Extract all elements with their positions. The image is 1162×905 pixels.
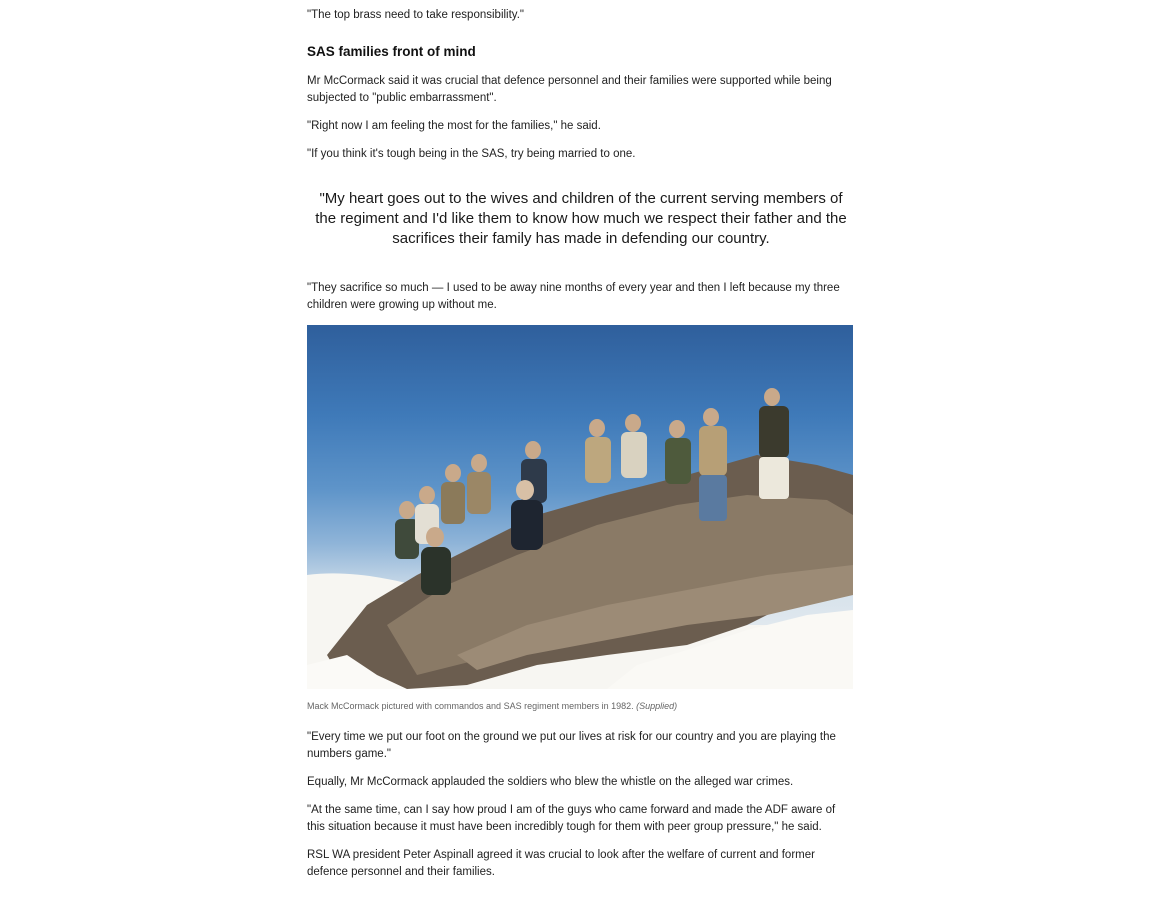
body-paragraph: "If you think it's tough being in the SAS, try being married to one. (307, 148, 636, 160)
pull-quote: "My heart goes out to the wives and children of the current serving members of the regiment and I'd like them to know how much we respect their father and the sacrifices their family has made in defending our country. (315, 190, 847, 247)
body-paragraph: RSL WA president Peter Aspinall agreed it was crucial to look after the welfare of current and former defence personnel and their families. (307, 849, 815, 878)
article-photo (307, 325, 853, 689)
body-paragraph: "At the same time, can I say how proud I am of the guys who came forward and made the ADF aware of this situation because it must have been incredibly tough for them with peer group pressure," he said. (307, 804, 836, 833)
section-heading: SAS families front of mind (307, 44, 476, 59)
body-paragraph: "They sacrifice so much — I used to be away nine months of every year and then I left because my three children were growing up without me. (307, 282, 840, 311)
photo-caption (307, 700, 855, 712)
body-paragraph: "Every time we put our foot on the ground we put our lives at risk for our country and you are playing the numbers game." (307, 731, 836, 760)
caption-credit: (Supplied) (636, 701, 678, 711)
body-paragraph: Mr McCormack said it was crucial that defence personnel and their families were supported while being subjected to "public embarrassment". (307, 75, 832, 104)
photo-illustration (307, 325, 853, 689)
body-paragraph: "Right now I am feeling the most for the families," he said. (307, 120, 601, 132)
quote-paragraph: "The top brass need to take responsibility." (307, 9, 524, 21)
caption-text: Mack McCormack pictured with commandos and SAS regiment members in 1982. (307, 701, 634, 711)
article-body (307, 0, 855, 892)
body-paragraph: Equally, Mr McCormack applauded the soldiers who blew the whistle on the alleged war crimes. (307, 776, 794, 788)
